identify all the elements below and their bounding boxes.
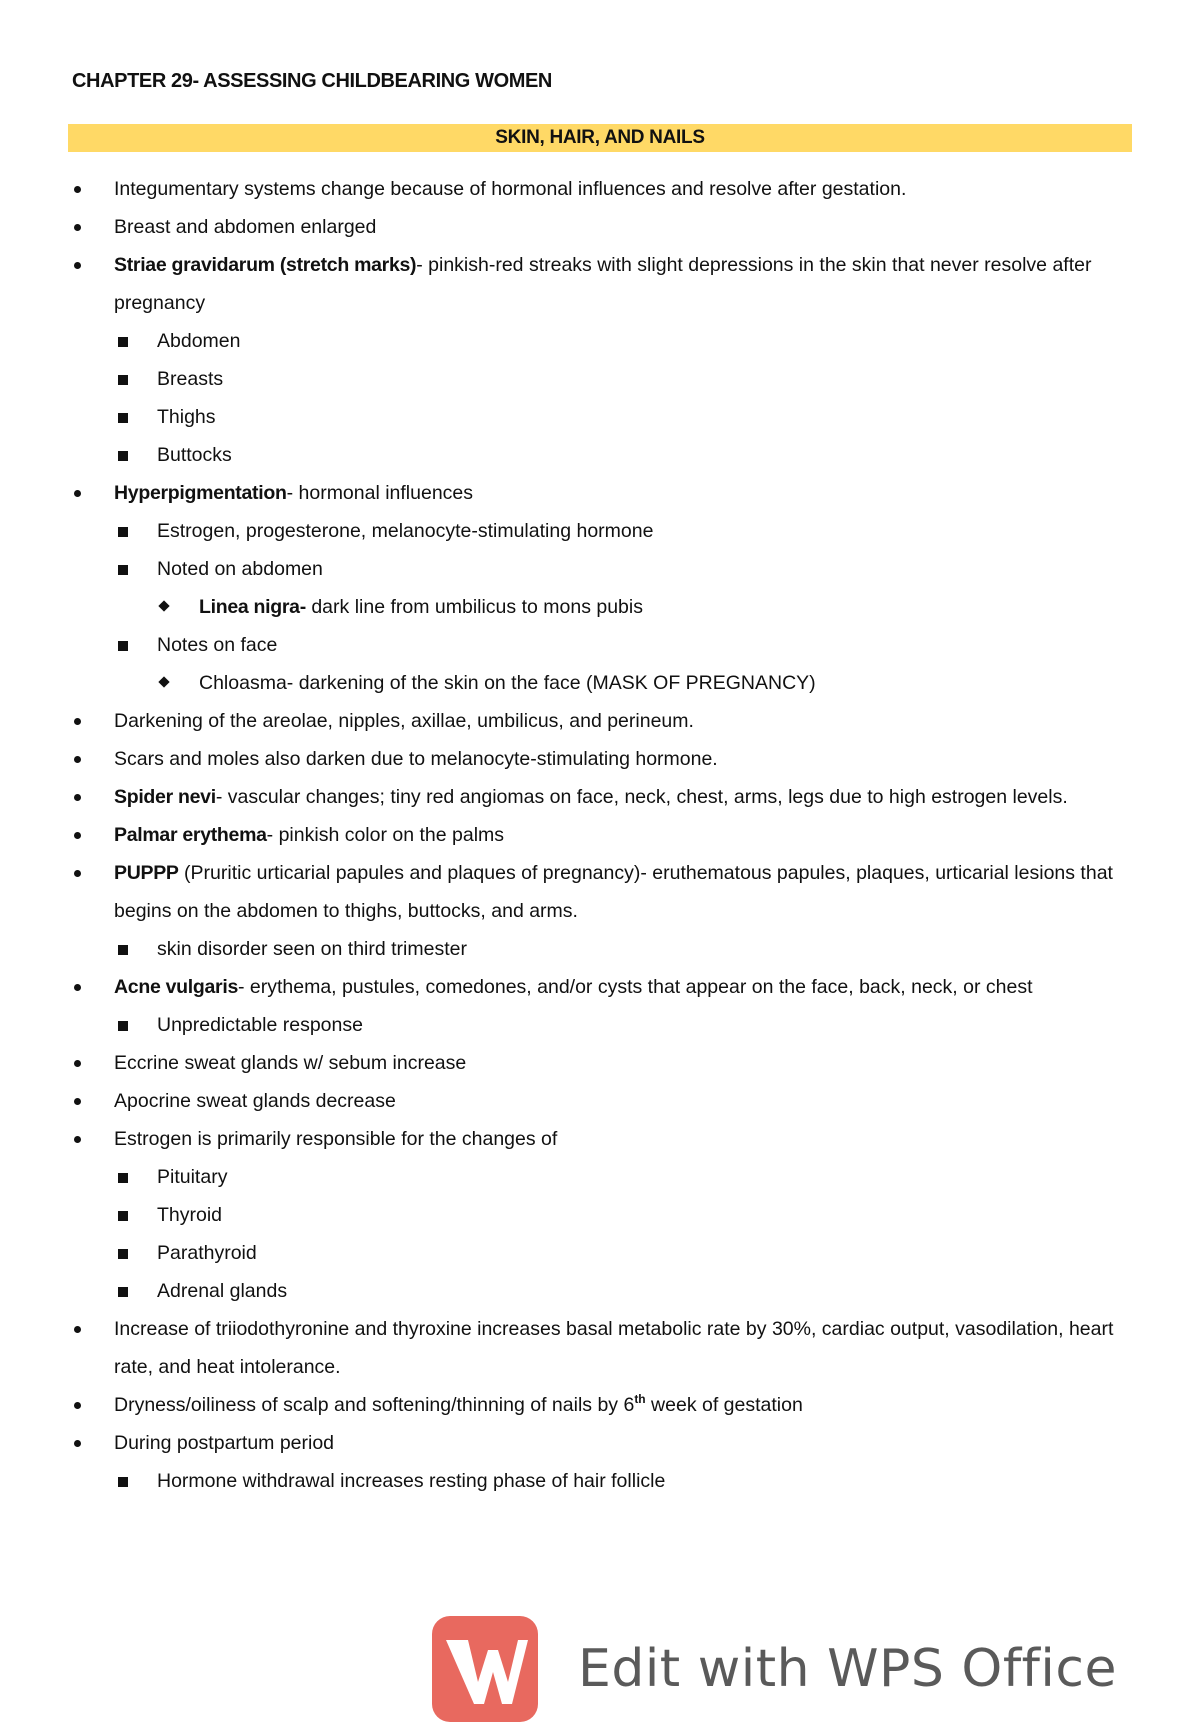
list-item-body: Integumentary systems change because of hormonal influences and resolve after gestation. xyxy=(114,178,907,200)
list-item-text xyxy=(114,474,1140,512)
list-item-body: Estrogen is primarily responsible for the changes of xyxy=(114,1128,558,1150)
ordinal-suffix: th xyxy=(634,1392,646,1406)
round-bullet-icon xyxy=(74,1098,81,1105)
list-item-body: Chloasma- darkening of the skin on the face (MASK OF PREGNANCY) xyxy=(199,672,816,694)
round-bullet-icon xyxy=(74,1326,81,1333)
section-header xyxy=(68,124,1132,152)
list-item xyxy=(0,322,1200,360)
wps-watermark[interactable] xyxy=(432,1616,1117,1722)
list-item xyxy=(0,1158,1200,1196)
document-title: CHAPTER 29- ASSESSING CHILDBEARING WOMEN xyxy=(72,70,552,92)
list-item-text xyxy=(114,1310,1140,1386)
round-bullet-icon xyxy=(74,984,81,991)
list-item-body: Thyroid xyxy=(157,1204,223,1226)
list-item xyxy=(0,1234,1200,1272)
list-item-body: Dryness/oiliness of scalp and softening/thinning of nails by 6 xyxy=(114,1394,635,1416)
square-bullet-icon xyxy=(118,413,128,423)
list-item-body-after: week of gestation xyxy=(645,1394,803,1416)
list-item xyxy=(0,360,1200,398)
list-item-body: Estrogen, progesterone, melanocyte-stimulating hormone xyxy=(157,520,654,542)
list-item-body: Pituitary xyxy=(157,1166,228,1188)
list-item xyxy=(0,1044,1200,1082)
list-item-text xyxy=(157,398,1140,436)
round-bullet-icon xyxy=(74,832,81,839)
list-item-text xyxy=(114,816,1140,854)
list-item-text xyxy=(114,1424,1140,1462)
list-item-text xyxy=(114,1120,1140,1158)
list-item-body: Apocrine sweat glands decrease xyxy=(114,1090,396,1112)
list-item-text xyxy=(114,246,1140,322)
list-item xyxy=(0,398,1200,436)
square-bullet-icon xyxy=(118,945,128,955)
list-item-body: (Pruritic urticarial papules and plaques of pregnancy)- eruthematous papules, plaques, urticarial lesions that begins on the abdomen to thighs, buttocks, and arms. xyxy=(114,862,1113,922)
list-item-body: Thighs xyxy=(157,406,216,428)
section-header-label: SKIN, HAIR, AND NAILS xyxy=(495,127,705,148)
list-item xyxy=(0,740,1200,778)
list-item-text xyxy=(114,778,1140,816)
list-item-body: Noted on abdomen xyxy=(157,558,323,580)
list-item-text xyxy=(114,740,1140,778)
list-item-text xyxy=(157,360,1140,398)
list-item xyxy=(0,1386,1200,1424)
list-item xyxy=(0,550,1200,588)
list-item-text xyxy=(157,436,1140,474)
list-item xyxy=(0,1310,1200,1386)
list-item-text xyxy=(114,1044,1140,1082)
list-item-body: Parathyroid xyxy=(157,1242,257,1264)
list-item-text xyxy=(114,702,1140,740)
list-item xyxy=(0,854,1200,930)
square-bullet-icon xyxy=(118,641,128,651)
list-item-text xyxy=(114,170,1140,208)
list-item-text xyxy=(199,588,1140,626)
list-item-body: Hormone withdrawal increases resting phase of hair follicle xyxy=(157,1470,666,1492)
list-item-text xyxy=(157,626,1140,664)
list-item xyxy=(0,1120,1200,1158)
list-item xyxy=(0,246,1200,322)
list-item-body: During postpartum period xyxy=(114,1432,335,1454)
diamond-bullet-icon xyxy=(158,676,169,687)
square-bullet-icon xyxy=(118,1249,128,1259)
list-item xyxy=(0,1424,1200,1462)
list-item-body: - erythema, pustules, comedones, and/or cysts that appear on the face, back, neck, or chest xyxy=(237,976,1033,998)
round-bullet-icon xyxy=(74,1136,81,1143)
list-item-text xyxy=(157,1196,1140,1234)
list-item-text xyxy=(157,1006,1140,1044)
square-bullet-icon xyxy=(118,375,128,385)
round-bullet-icon xyxy=(74,794,81,801)
round-bullet-icon xyxy=(74,224,81,231)
list-item xyxy=(0,702,1200,740)
list-item-text xyxy=(114,1082,1140,1120)
list-item-body: Buttocks xyxy=(157,444,232,466)
list-item xyxy=(0,1082,1200,1120)
list-item-term: Striae gravidarum (stretch marks) xyxy=(114,254,417,276)
list-item xyxy=(0,1272,1200,1310)
list-item-text xyxy=(157,1158,1140,1196)
square-bullet-icon xyxy=(118,1211,128,1221)
list-item xyxy=(0,816,1200,854)
square-bullet-icon xyxy=(118,1477,128,1487)
round-bullet-icon xyxy=(74,870,81,877)
list-item xyxy=(0,436,1200,474)
list-item-term: PUPPP xyxy=(114,862,179,884)
wps-office-logo-icon xyxy=(432,1616,538,1722)
list-item xyxy=(0,778,1200,816)
list-item-text xyxy=(157,1234,1140,1272)
list-item-body: Breast and abdomen enlarged xyxy=(114,216,377,238)
list-item xyxy=(0,170,1200,208)
list-item-term: Palmar erythema xyxy=(114,824,267,846)
list-item-text xyxy=(114,1386,1140,1424)
list-item xyxy=(0,626,1200,664)
round-bullet-icon xyxy=(74,1440,81,1447)
list-item xyxy=(0,474,1200,512)
list-item-body: Breasts xyxy=(157,368,224,390)
square-bullet-icon xyxy=(118,1173,128,1183)
list-item-term: Spider nevi xyxy=(114,786,216,808)
list-item xyxy=(0,588,1200,626)
list-item-body: Scars and moles also darken due to melanocyte-stimulating hormone. xyxy=(114,748,718,770)
square-bullet-icon xyxy=(118,1287,128,1297)
round-bullet-icon xyxy=(74,262,81,269)
list-item xyxy=(0,1196,1200,1234)
list-item-text xyxy=(114,968,1140,1006)
square-bullet-icon xyxy=(118,337,128,347)
round-bullet-icon xyxy=(74,1060,81,1067)
list-item xyxy=(0,1006,1200,1044)
list-item-body: Abdomen xyxy=(157,330,241,352)
list-item xyxy=(0,1462,1200,1500)
list-item-text xyxy=(157,1272,1140,1310)
bullet-list xyxy=(0,170,1200,1500)
square-bullet-icon xyxy=(118,1021,128,1031)
square-bullet-icon xyxy=(118,527,128,537)
list-item-text xyxy=(157,1462,1140,1500)
list-item-text xyxy=(114,208,1140,246)
list-item-text xyxy=(157,322,1140,360)
list-item-body: - hormonal influences xyxy=(286,482,474,504)
list-item-body: - pinkish color on the palms xyxy=(266,824,505,846)
list-item-term: Acne vulgaris xyxy=(114,976,238,998)
list-item-term: Hyperpigmentation xyxy=(114,482,287,504)
square-bullet-icon xyxy=(118,565,128,575)
list-item-body: dark line from umbilicus to mons pubis xyxy=(305,596,643,618)
list-item-body: skin disorder seen on third trimester xyxy=(157,938,467,960)
list-item-body: Adrenal glands xyxy=(157,1280,288,1302)
list-item-term: Linea nigra- xyxy=(199,596,306,618)
round-bullet-icon xyxy=(74,490,81,497)
round-bullet-icon xyxy=(74,186,81,193)
round-bullet-icon xyxy=(74,718,81,725)
diamond-bullet-icon xyxy=(158,600,169,611)
list-item-text xyxy=(114,854,1140,930)
list-item-text xyxy=(157,550,1140,588)
list-item-text xyxy=(199,664,1140,702)
list-item-body: Eccrine sweat glands w/ sebum increase xyxy=(114,1052,467,1074)
wps-watermark-label: Edit with WPS Office xyxy=(578,1639,1117,1699)
round-bullet-icon xyxy=(74,1402,81,1409)
square-bullet-icon xyxy=(118,451,128,461)
list-item-text xyxy=(157,512,1140,550)
round-bullet-icon xyxy=(74,756,81,763)
list-item xyxy=(0,930,1200,968)
list-item xyxy=(0,664,1200,702)
list-item-body: Darkening of the areolae, nipples, axillae, umbilicus, and perineum. xyxy=(114,710,694,732)
list-item-body: - vascular changes; tiny red angiomas on face, neck, chest, arms, legs due to high estrogen levels. xyxy=(215,786,1068,808)
list-item-body: - pinkish-red streaks with slight depressions in the skin that never resolve after pregnancy xyxy=(114,254,1092,314)
list-item xyxy=(0,968,1200,1006)
list-item xyxy=(0,512,1200,550)
list-item xyxy=(0,208,1200,246)
list-item-body: Notes on face xyxy=(157,634,278,656)
list-item-body: Increase of triiodothyronine and thyroxine increases basal metabolic rate by 30%, cardiac output, vasodilation, heart rate, and heat intolerance. xyxy=(114,1318,1114,1378)
list-item-text xyxy=(157,930,1140,968)
list-item-body: Unpredictable response xyxy=(157,1014,363,1036)
